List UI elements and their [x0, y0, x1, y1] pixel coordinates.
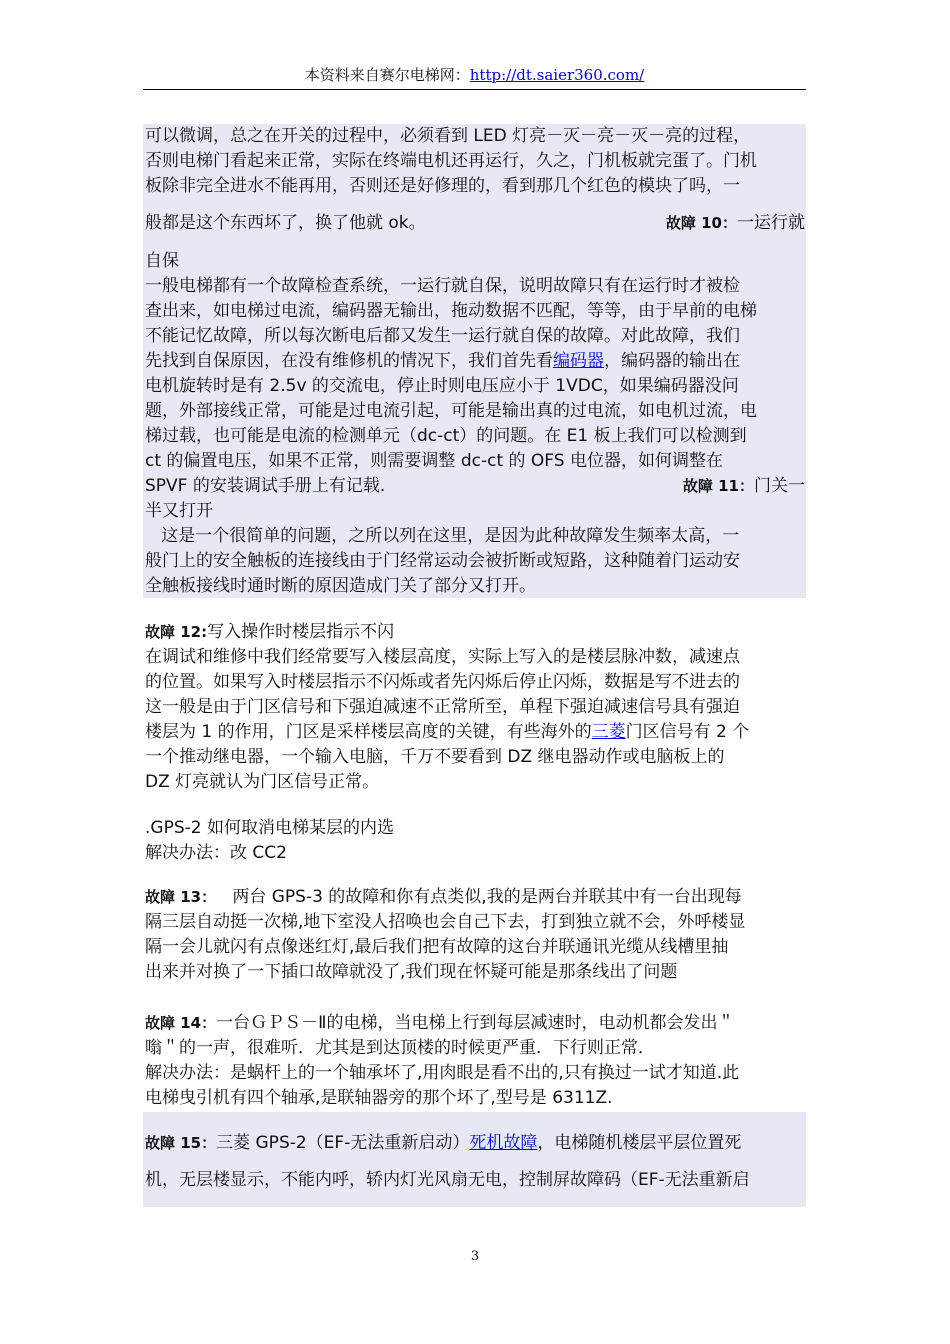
fault10-heading-row: [145, 211, 805, 236]
paragraph-line: 题，外部接线正常，可能是过电流引起，可能是输出真的过电流，如电机过流，电: [145, 401, 757, 421]
gps2-section: [145, 816, 805, 866]
paragraph-line: [145, 1131, 805, 1156]
page-header: [143, 64, 806, 85]
fault-label: 故障 14：: [145, 1014, 217, 1032]
fault12-section: [145, 620, 805, 795]
paragraph-line: [145, 720, 805, 745]
paragraph-line: 一般电梯都有一个故障检查系统，一运行就自保，说明故障只有在运行时才被检: [145, 276, 740, 296]
paragraph-line: 解决办法：是蜗杆上的一个轴承坏了,用肉眼是看不出的,只有换过一试才知道.此: [145, 1063, 740, 1083]
text-run: 一台ＧＰＳ－Ⅱ的电梯，当电梯上行到每层减速时，电动机都会发出＂: [216, 1013, 735, 1033]
paragraph-line: 梯过载，也可能是电流的检测单元（dc-ct）的问题。在 E1 板上我们可以检测到: [145, 426, 747, 446]
fault15-section: [145, 1131, 805, 1193]
paragraph-line: 电机旋转时是有 2.5v 的交流电，停止时则电压应小于 1VDC，如果编码器没问: [145, 376, 739, 396]
paragraph-line: 般都是这个东西坏了，换了他就 ok。: [145, 213, 426, 233]
header-rule: [143, 89, 806, 90]
paragraph-line: 查出来，如电梯过电流，编码器无输出，拖动数据不匹配，等等，由于早前的电梯: [145, 301, 757, 321]
paragraph-line: 嗡＂的一声，很难听．尤其是到达顶楼的时候更严重．下行则正常．: [145, 1038, 655, 1058]
paragraph-line: 隔一会儿就闪有点像迷红灯,最后我们把有故障的这台并联通讯光缆从线槽里抽: [145, 937, 729, 957]
fault-label: 故障 10：: [665, 214, 737, 232]
paragraph-line: .GPS-2 如何取消电梯某层的内选: [145, 818, 394, 838]
paragraph-line: SPVF 的安装调试手册上有记载.: [145, 476, 386, 496]
paragraph-line: 一个推动继电器，一个输入电脑，千万不要看到 DZ 继电器动作或电脑板上的: [145, 747, 725, 767]
paragraph-line: 解决办法：改 CC2: [145, 843, 287, 863]
fault-label: 故障 15：: [145, 1134, 217, 1152]
top-block: [145, 124, 805, 199]
paragraph-line: 可以微调，总之在开关的过程中，必须看到 LED 灯亮－灭－亮－灭－亮的过程，: [145, 126, 751, 146]
paragraph-line: 不能记忆故障，所以每次断电后都又发生一运行就自保的故障。对此故障，我们: [145, 326, 740, 346]
fault-label: 故障 11：: [682, 477, 754, 495]
paragraph-line: [145, 885, 805, 910]
text-run: 先找到自保原因，在没有维修机的情况下，我们首先看: [145, 351, 553, 371]
fault-title-cont: 自保: [145, 251, 179, 271]
paragraph-line: 出来并对换了一下插口故障就没了,我们现在怀疑可能是那条线出了问题: [145, 962, 678, 982]
fault-label: 故障 13：: [145, 888, 217, 906]
header-prefix: 本资料来自赛尔电梯网：: [304, 66, 470, 84]
paragraph-line: 电梯曳引机有四个轴承,是联轴器旁的那个坏了,型号是 6311Z.: [145, 1088, 613, 1108]
paragraph-line: 这是一个很简单的问题，之所以列在这里，是因为此种故障发生频率太高，一: [145, 526, 740, 546]
header-link[interactable]: http://dt.saier360.com/: [469, 66, 645, 84]
paragraph-line: ct 的偏置电压，如果不正常，则需要调整 dc-ct 的 OFS 电位器，如何调整在: [145, 451, 723, 471]
paragraph-line: 否则电梯门看起来正常，实际在终端电机还再运行，久之，门机板就完蛋了。门机: [145, 151, 757, 171]
page-number: 3: [470, 1249, 480, 1264]
text-run: ，电梯随机楼层平层位置死: [537, 1133, 742, 1153]
crash-fault-link[interactable]: 死机故障: [469, 1133, 538, 1153]
paragraph-line: 板除非完全进水不能再用，否则还是好修理的，看到那几个红色的模块了吗，一: [145, 176, 740, 196]
paragraph-line: 机，无层楼显示，不能内呼，轿内灯光风扇无电，控制屏故障码（EF-无法重新启: [145, 1170, 750, 1190]
mitsubishi-link[interactable]: 三菱: [591, 722, 626, 742]
paragraph-line: DZ 灯亮就认为门区信号正常。: [145, 772, 380, 792]
paragraph-line: 全触板接线时通时断的原因造成门关了部分又打开。: [145, 576, 536, 596]
fault-title: 写入操作时楼层指示不闪: [207, 622, 395, 642]
fault-title: 一运行就: [737, 213, 805, 233]
text-run: 门区信号有 2 个: [625, 722, 750, 742]
paragraph-line: [145, 1011, 805, 1036]
paragraph-line: 这一般是由于门区信号和下强迫减速不正常所至，单程下强迫减速信号具有强迫: [145, 697, 740, 717]
fault-title-cont: 半又打开: [145, 501, 213, 521]
text-run: ，编码器的输出在: [604, 351, 740, 371]
text-run: 三菱 GPS-2（EF-无法重新启动）: [216, 1133, 470, 1153]
fault14-section: [145, 1011, 805, 1111]
encoder-link[interactable]: 编码器: [553, 351, 604, 371]
fault10-body: [145, 249, 805, 599]
fault13-section: [145, 885, 805, 985]
fault-title: 门关一: [754, 476, 805, 496]
fault12-title: [145, 620, 805, 645]
fault-label: 故障 12:: [145, 623, 208, 641]
paragraph-line: 般门上的安全触板的连接线由于门经常运动会被折断或短路，这种随着门运动安: [145, 551, 740, 571]
paragraph-line: 在调试和维修中我们经常要写入楼层高度，实际上写入的是楼层脉冲数，减速点: [145, 647, 740, 667]
paragraph-line: [145, 349, 805, 374]
text-run: 两台 GPS-3 的故障和你有点类似,我的是两台并联其中有一台出现每: [216, 887, 742, 907]
text-run: 楼层为 1 的作用，门区是采样楼层高度的关键，有些海外的: [145, 722, 592, 742]
fault11-heading-row: [145, 474, 805, 499]
paragraph-line: 隔三层自动挺一次梯,地下室没人招唤也会自己下去，打到独立就不会，外呼楼显: [145, 912, 746, 932]
paragraph-line: 的位置。如果写入时楼层指示不闪烁或者先闪烁后停止闪烁，数据是写不进去的: [145, 672, 740, 692]
